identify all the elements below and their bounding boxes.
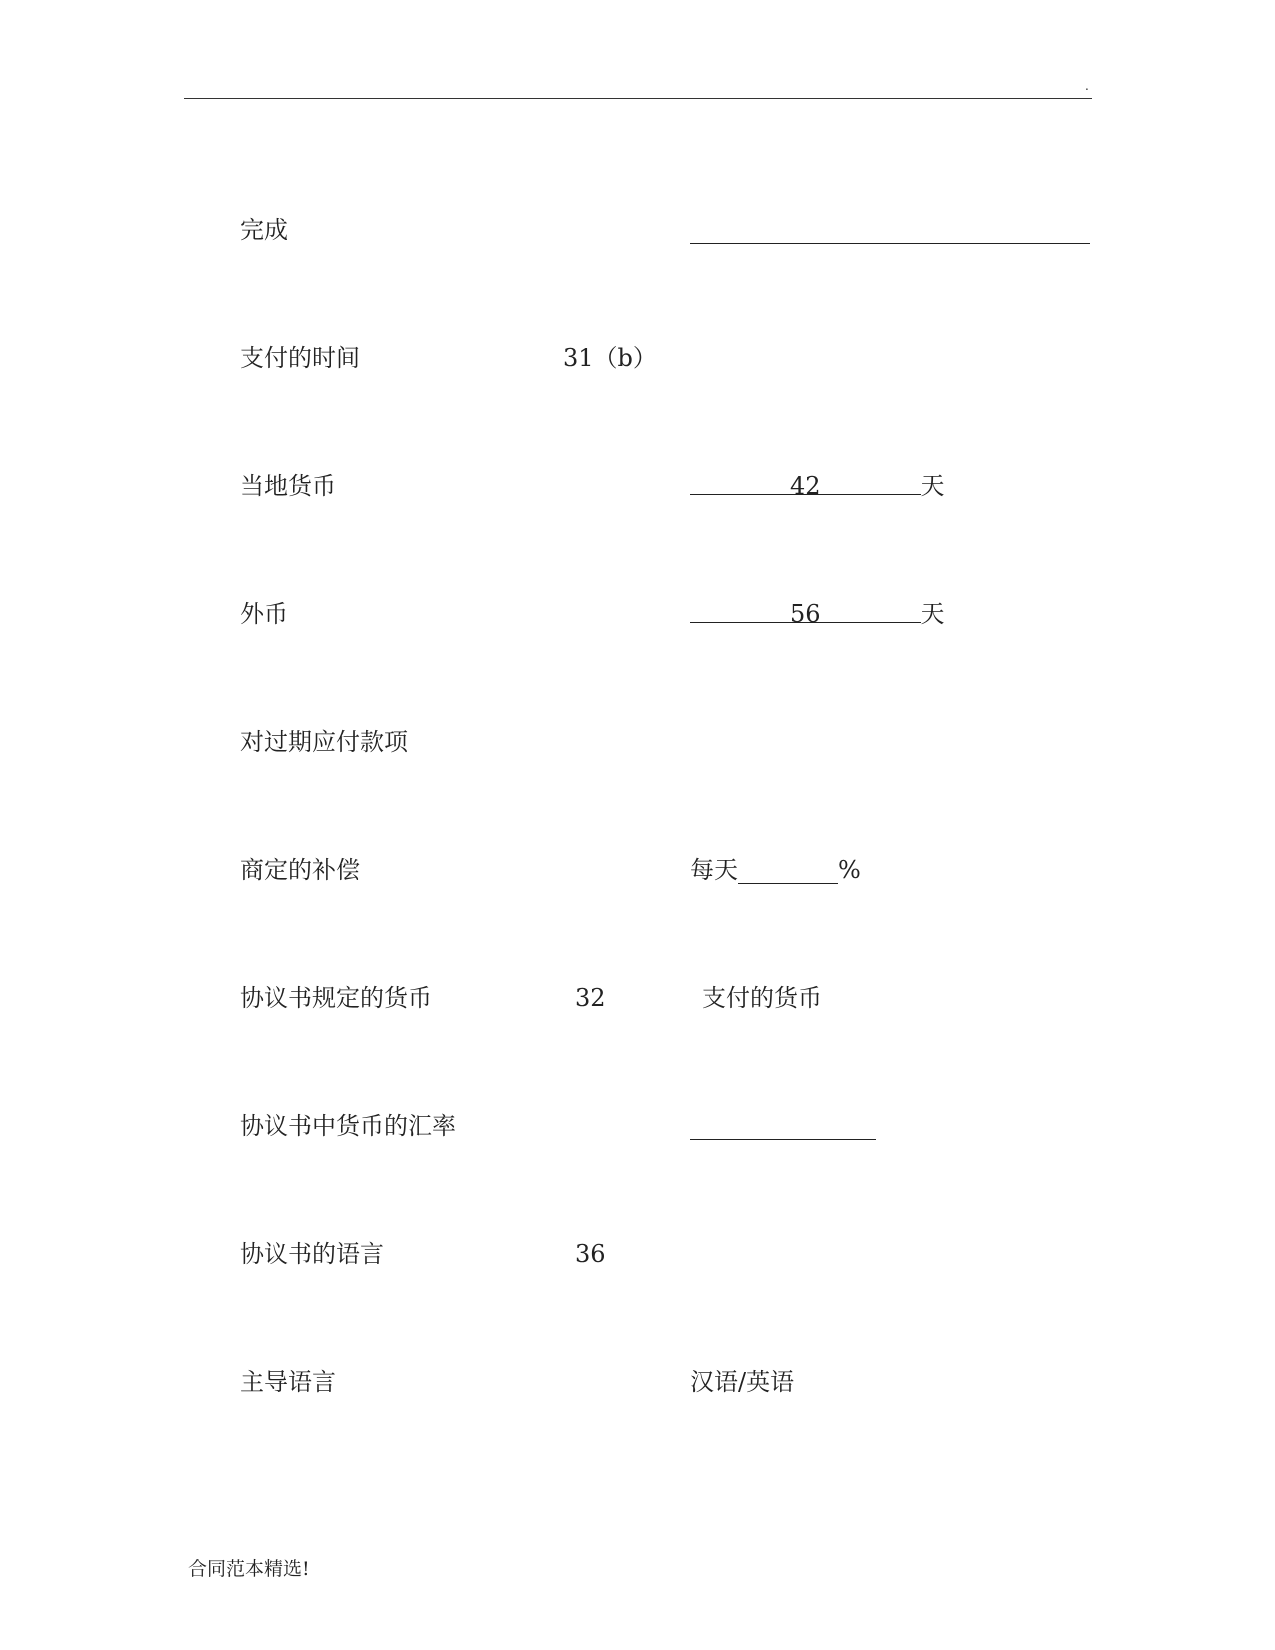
row-overdue-payments bbox=[0, 722, 1275, 762]
days-value: 56 bbox=[690, 594, 921, 623]
row-label: 外币 bbox=[240, 600, 288, 628]
row-label: 协议书的语言 bbox=[240, 1240, 384, 1268]
clause-number: 31（b） bbox=[563, 344, 657, 372]
row-agreed-compensation bbox=[0, 850, 1275, 890]
row-label: 主导语言 bbox=[240, 1368, 336, 1396]
exchange-rate-blank-field[interactable] bbox=[690, 1106, 876, 1146]
row-label: 商定的补偿 bbox=[240, 856, 360, 884]
footer-text: 合同范本精选! bbox=[188, 1558, 310, 1580]
clause-number: 32 bbox=[575, 984, 606, 1012]
clause-number: 36 bbox=[575, 1240, 606, 1268]
compensation-rate-field[interactable] bbox=[690, 850, 861, 890]
days-value: 42 bbox=[690, 466, 921, 495]
foreign-currency-days-field[interactable] bbox=[690, 594, 945, 634]
row-contract-currency bbox=[0, 978, 1275, 1018]
row-value: 汉语/英语 bbox=[690, 1368, 795, 1396]
row-foreign-currency bbox=[0, 594, 1275, 634]
row-value: 支付的货币 bbox=[702, 984, 822, 1012]
completion-blank-field[interactable] bbox=[690, 210, 1090, 250]
prefix-label: 每天 bbox=[690, 856, 738, 884]
header-mark: . bbox=[1085, 79, 1089, 93]
blank-line bbox=[738, 855, 838, 884]
row-label: 协议书中货币的汇率 bbox=[240, 1112, 456, 1140]
row-local-currency bbox=[0, 466, 1275, 506]
row-contract-language bbox=[0, 1234, 1275, 1274]
unit-label: 天 bbox=[920, 472, 945, 500]
blank-line bbox=[690, 1111, 876, 1140]
header-rule bbox=[184, 98, 1092, 99]
unit-label: 天 bbox=[920, 600, 945, 628]
row-label: 支付的时间 bbox=[240, 344, 360, 372]
row-completion bbox=[0, 210, 1275, 250]
blank-line bbox=[690, 215, 1090, 244]
row-label: 当地货币 bbox=[240, 472, 336, 500]
row-label: 对过期应付款项 bbox=[240, 728, 408, 756]
unit-label: % bbox=[838, 856, 861, 884]
row-payment-time bbox=[0, 338, 1275, 378]
row-ruling-language bbox=[0, 1362, 1275, 1402]
row-label: 完成 bbox=[240, 216, 288, 244]
local-currency-days-field[interactable] bbox=[690, 466, 945, 506]
row-exchange-rate bbox=[0, 1106, 1275, 1146]
row-label: 协议书规定的货币 bbox=[240, 984, 432, 1012]
